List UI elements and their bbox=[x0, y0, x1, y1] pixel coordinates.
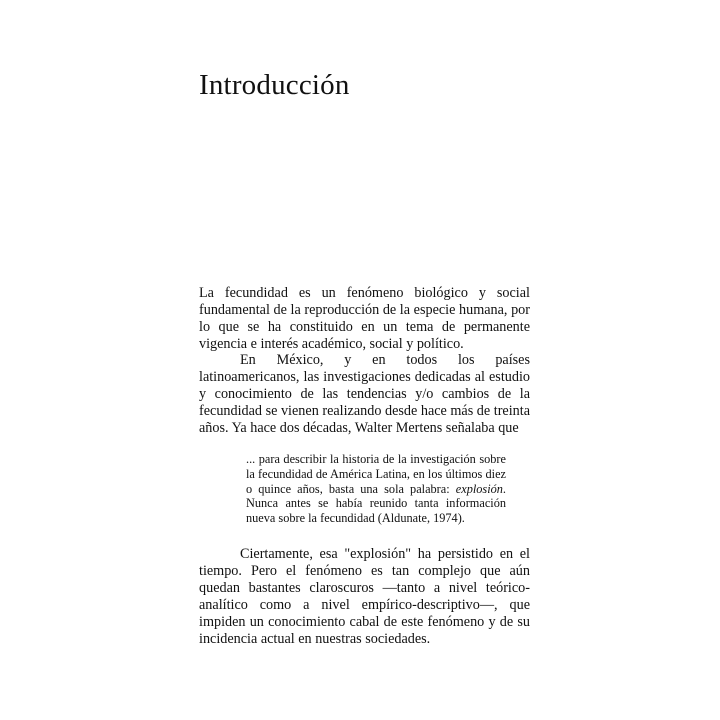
paragraph-3-text: Ciertamente, esa "explosión" ha persistido en el tiempo. Pero el fenómeno es tan complejo que aún quedan bastantes claroscuros —tanto a nivel teórico-analítico como a nivel empírico-descriptivo—, que impiden un conocimiento cabal de este fenómeno y de su incidencia actual en nuestras sociedades. bbox=[199, 546, 530, 647]
paragraph-1-text: La fecundidad es un fenómeno biológico y social fundamental de la reproducción de la especie humana, por lo que se ha constituido en un tema de permanente vigencia e interés académico, social y político. bbox=[199, 285, 530, 352]
block-quote bbox=[246, 452, 506, 526]
chapter-title: Introducción bbox=[199, 69, 350, 101]
paragraph-1 bbox=[199, 285, 530, 353]
quote-emphasis: explosión bbox=[455, 481, 503, 496]
paragraph-2-text: En México, y en todos los países latinoamericanos, las investigaciones dedicadas al estudio y conocimiento de las tendencias y/o cambios de la fecundidad se vienen realizando desde hace más de treinta años. Ya hace dos décadas, Walter Mertens señalaba que bbox=[199, 352, 530, 436]
paragraph-2 bbox=[199, 352, 530, 437]
quote-text-start: ... para describir la historia de la investigación sobre la fecundidad de América Latina, en los últimos diez o quince años, basta una sola palabra: bbox=[246, 452, 506, 496]
quote-text-end: . Nunca antes se había reunido tanta información nueva sobre la fecundidad (Aldunate, 1974). bbox=[246, 481, 506, 526]
paragraph-3 bbox=[199, 546, 530, 648]
